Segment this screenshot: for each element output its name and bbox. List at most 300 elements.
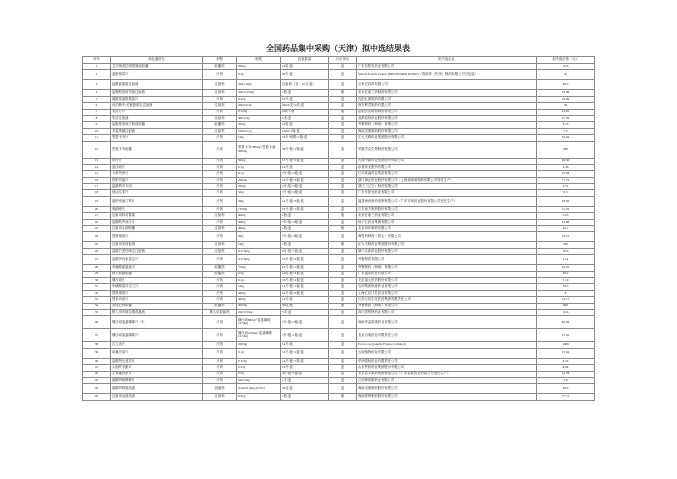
- dosage-form-cell: 片剂: [203, 348, 237, 358]
- row-number-cell: 11: [83, 135, 111, 141]
- header-price: 拟中选价格（元）: [537, 57, 595, 64]
- selected-price-cell: 26.56: [537, 158, 595, 164]
- specification-cell: 2ml:15mg: [237, 80, 281, 90]
- drug-name-cell: 左氧氟沙星片: [111, 371, 203, 377]
- pricing-unit-cell: 盒: [329, 232, 357, 242]
- selected-company-cell: 四川普锐特药业有限公司: [357, 309, 537, 315]
- row-number-cell: 23: [83, 226, 111, 232]
- dosage-form-cell: 胶囊剂: [203, 122, 237, 128]
- specification-cell: 200mg: [237, 177, 281, 183]
- dosage-form-cell: 片剂: [203, 141, 237, 158]
- dosage-form-cell: 片剂: [203, 329, 237, 342]
- dosage-form-cell: 片剂: [203, 164, 237, 170]
- drug-name-cell: 多索茶碱注射液: [111, 128, 203, 134]
- selected-price-cell: 18.02: [537, 196, 595, 206]
- pricing-unit-cell: 盒: [329, 190, 357, 196]
- dosage-form-cell: 片剂: [203, 358, 237, 364]
- specification-cell: 0.125g: [237, 358, 281, 364]
- package-quantity-cell: 7片/板×4板/盒: [281, 232, 329, 242]
- specification-cell: 0.125g: [237, 109, 281, 115]
- package-quantity-cell: 4片/板×1板/盒: [281, 371, 329, 377]
- drug-name-cell: 普瑞巴林胶囊: [111, 303, 203, 309]
- specification-cell: 4ml:0.4g: [237, 115, 281, 121]
- selected-company-cell: 广东福帝药业有限公司: [357, 271, 537, 277]
- table-row: [83, 394, 595, 400]
- dosage-form-cell: 注射剂: [203, 103, 237, 109]
- drug-name-cell: 奥硝唑片: [111, 206, 203, 212]
- specification-cell: 120mg: [237, 206, 281, 212]
- row-number-cell: 35: [83, 309, 111, 315]
- selected-company-cell: 齐鲁制药有限公司: [357, 255, 537, 265]
- drug-name-cell: 氯沙坦片: [111, 164, 203, 170]
- row-number-cell: 9: [83, 122, 111, 128]
- dosage-form-cell: 注射剂: [203, 213, 237, 219]
- drug-name-cell: 注射用多西他赛: [111, 242, 203, 248]
- drug-name-cell: 盐酸帕洛诺司琼注射液: [111, 90, 203, 96]
- package-quantity-cell: 20ml/支×4支/盒: [281, 103, 329, 109]
- row-number-cell: 45: [83, 394, 111, 400]
- pricing-unit-cell: 盒: [329, 271, 357, 277]
- drug-name-cell: 氯吡格雷片: [111, 70, 203, 80]
- drug-name-cell: 盐酸右美托咪定注射液: [111, 248, 203, 254]
- selected-company-cell: 海南灵康制药股份有限公司: [357, 128, 537, 134]
- specification-cell: 0.1g: [237, 348, 281, 358]
- package-quantity-cell: 14粒/盒: [281, 64, 329, 70]
- table-body: [83, 64, 595, 401]
- drug-name-cell: 吸入用布地奈德混悬液: [111, 309, 203, 315]
- package-quantity-cell: 30粒/瓶: [281, 303, 329, 309]
- pricing-unit-cell: 盒: [329, 265, 357, 271]
- pricing-unit-cell: 盒: [329, 141, 357, 158]
- pricing-unit-cell: 盒: [329, 371, 357, 377]
- specification-cell: 5ml:5mg: [237, 377, 281, 383]
- selected-price-cell: 24.7: [537, 226, 595, 232]
- selected-price-cell: 24.78: [537, 371, 595, 377]
- row-number-cell: 38: [83, 342, 111, 348]
- specification-cell: 40mg: [237, 226, 281, 232]
- selected-price-cell: 39: [537, 103, 595, 109]
- header-form: 剂型: [203, 57, 237, 64]
- dosage-form-cell: 片剂: [203, 316, 237, 329]
- pricing-unit-cell: 盒: [329, 128, 357, 134]
- selected-company-cell: 齐鲁制药（海南）有限公司: [357, 265, 537, 271]
- dosage-form-cell: 片剂: [203, 342, 237, 348]
- selected-price-cell: 16.9: [537, 248, 595, 254]
- specification-cell: 5mg: [237, 190, 281, 196]
- drug-name-cell: 盐酸伊伐布雷定片: [111, 255, 203, 265]
- specification-cell: 0.4ml:0.2mg (0.3%): [237, 384, 281, 394]
- drug-name-cell: 甲磺酸雷沙吉兰片: [111, 284, 203, 290]
- dosage-form-cell: 片剂: [203, 109, 237, 115]
- selected-company-cell: 天津中新药业集团股份有限公司: [357, 158, 537, 164]
- table-row: [83, 141, 595, 158]
- row-number-cell: 16: [83, 177, 111, 183]
- selected-price-cell: 1066: [537, 342, 595, 348]
- package-quantity-cell: 14片/盒: [281, 342, 329, 348]
- pricing-unit-cell: 盒: [329, 329, 357, 342]
- selected-price-cell: 34.68: [537, 90, 595, 96]
- selected-company-cell: 浙江（辽宁）制药有限公司: [357, 184, 537, 190]
- selected-price-cell: 777.5: [537, 394, 595, 400]
- selected-company-cell: 西安利君制药有限公司: [357, 103, 537, 109]
- dosage-form-cell: 片剂: [203, 371, 237, 377]
- row-number-cell: 17: [83, 184, 111, 190]
- specification-cell: 0.375mg: [237, 255, 281, 265]
- header-company: 拟中选企业: [357, 57, 537, 64]
- drug-name-cell: 注射用头孢哌酮: [111, 226, 203, 232]
- package-quantity-cell: 1瓶/盒: [281, 90, 329, 96]
- drug-name-cell: 注射用阿奇霉素: [111, 213, 203, 219]
- dosage-form-cell: 片剂: [203, 184, 237, 190]
- selected-company-cell: 广东东阳光药业有限公司: [357, 190, 537, 196]
- row-number-cell: 22: [83, 219, 111, 225]
- dosage-form-cell: 注射剂: [203, 80, 237, 90]
- specification-cell: 0.25g: [237, 394, 281, 400]
- package-quantity-cell: 1支/盒: [281, 377, 329, 383]
- selected-price-cell: 70.6: [537, 64, 595, 70]
- dosage-form-cell: 片剂: [203, 232, 237, 242]
- dosage-form-cell: 片剂: [203, 96, 237, 102]
- row-number-cell: 36: [83, 316, 111, 329]
- selected-company-cell: 昆明贝克诺顿制药有限公司: [357, 109, 537, 115]
- specification-cell: 50mg: [237, 158, 281, 164]
- dosage-form-cell: 片剂: [203, 284, 237, 290]
- row-number-cell: 40: [83, 358, 111, 364]
- drug-name-cell: 盐酸利多卡因: [111, 184, 203, 190]
- selected-company-cell: 齐鲁制药（海南）有限公司: [357, 303, 537, 309]
- row-number-cell: 25: [83, 242, 111, 248]
- specification-cell: 300mg: [237, 303, 281, 309]
- package-quantity-cell: 1瓶/盒: [281, 394, 329, 400]
- selected-company-cell: 石家庄四药有限公司: [357, 80, 537, 90]
- row-number-cell: 21: [83, 213, 111, 219]
- specification-cell: 5ml:0.25mg: [237, 90, 281, 96]
- drug-name-cell: 他达拉非片: [111, 190, 203, 196]
- package-quantity-cell: 7片/板×2板/盒: [281, 316, 329, 329]
- specification-cell: 0.1g: [237, 277, 281, 283]
- drug-name-cell: 注射用厄他培南: [111, 394, 203, 400]
- selected-company-cell: 石药集团欧意药业有限公司: [357, 284, 537, 290]
- dosage-form-cell: 溶液剂: [203, 384, 237, 394]
- specification-cell: 75mg: [237, 265, 281, 271]
- specification-cell: 0.5g: [237, 371, 281, 377]
- package-quantity-cell: 14片/板×2板/盒: [281, 290, 329, 296]
- selected-price-cell: 22.95: [537, 109, 595, 115]
- selected-price-cell: 390: [537, 242, 595, 248]
- row-number-cell: 43: [83, 377, 111, 383]
- selected-company-cell: 成都倍特药业股份有限公司: [357, 115, 537, 121]
- pricing-unit-cell: 盒: [329, 135, 357, 141]
- specification-cell: 5mg: [237, 196, 281, 206]
- dosage-form-cell: 片剂: [203, 206, 237, 212]
- dosage-form-cell: 胶囊剂: [203, 303, 237, 309]
- package-quantity-cell: 10片/板×3板/盒: [281, 177, 329, 183]
- package-quantity-cell: 10片/板×2板/盒: [281, 277, 329, 283]
- package-quantity-cell: 5支/盒: [281, 309, 329, 315]
- package-quantity-cell: 30片/瓶×1瓶/盒: [281, 141, 329, 158]
- row-number-cell: 28: [83, 265, 111, 271]
- selected-company-cell: 安徽贝克生物制药有限公司: [357, 141, 537, 158]
- pricing-unit-cell: 盒: [329, 255, 357, 265]
- pricing-unit-cell: 盒: [329, 70, 357, 80]
- drug-name-cell: 丙泊酚中/长链脂肪乳注射液: [111, 103, 203, 109]
- specification-cell: 2ml:0.5mg: [237, 309, 281, 315]
- specification-cell: 1mg: [237, 284, 281, 290]
- specification-cell: 缬沙坦80mg+氢氯噻嗪12.5mg: [237, 316, 281, 329]
- table-row: [83, 196, 595, 206]
- pricing-unit-cell: 盒: [329, 316, 357, 329]
- dosage-form-cell: 注射剂: [203, 394, 237, 400]
- pricing-unit-cell: 盒: [329, 277, 357, 283]
- row-number-cell: 13: [83, 158, 111, 164]
- selected-price-cell: 8.84: [537, 365, 595, 371]
- selected-price-cell: 6.3: [537, 190, 595, 196]
- package-quantity-cell: 12粒/板×2板/盒: [281, 271, 329, 277]
- pricing-unit-cell: 盒: [329, 115, 357, 121]
- row-number-cell: 32: [83, 290, 111, 296]
- dosage-form-cell: 注射剂: [203, 226, 237, 232]
- selected-price-cell: 8.23: [537, 122, 595, 128]
- specification-cell: 40mg: [237, 219, 281, 225]
- specification-cell: 40mg: [237, 297, 281, 303]
- pricing-unit-cell: 瓶: [329, 303, 357, 309]
- dosage-form-cell: 片剂: [203, 190, 237, 196]
- specification-cell: 0.25g: [237, 365, 281, 371]
- selected-company-cell: 海南普利制药股份有限公司: [357, 394, 537, 400]
- pricing-unit-cell: 盒: [329, 96, 357, 102]
- package-quantity-cell: 14粒/盒: [281, 122, 329, 128]
- dosage-form-cell: 片剂: [203, 196, 237, 206]
- package-quantity-cell: 15片/板×2板/盒: [281, 158, 329, 164]
- row-number-cell: 33: [83, 297, 111, 303]
- row-number-cell: 12: [83, 141, 111, 158]
- drug-name-cell: 盐酸特比萘芬片: [111, 358, 203, 364]
- drug-name-cell: 替格瑞洛片: [111, 232, 203, 242]
- pricing-unit-cell: 盒: [329, 184, 357, 190]
- table-row: [83, 384, 595, 394]
- specification-cell: 0.5g: [237, 271, 281, 277]
- pricing-unit-cell: 盒: [329, 64, 357, 70]
- selected-price-cell: 11.4: [537, 255, 595, 265]
- drug-name-cell: 缬沙坦片: [111, 277, 203, 283]
- package-quantity-cell: 10片/板×1板/盒: [281, 265, 329, 271]
- row-number-cell: 15: [83, 171, 111, 177]
- specification-cell: 20ml:0.2g: [237, 103, 281, 109]
- pricing-unit-cell: 瓶: [329, 394, 357, 400]
- drug-name-cell: 吉立达片: [111, 342, 203, 348]
- table-row: [83, 70, 595, 80]
- selected-price-cell: 4.39: [537, 164, 595, 170]
- selected-company-cell: 云南植物药业有限公司: [357, 348, 537, 358]
- row-number-cell: 30: [83, 277, 111, 283]
- selected-price-cell: 16.25: [537, 265, 595, 271]
- package-quantity-cell: 12片/盒: [281, 365, 329, 371]
- package-quantity-cell: 12片/板×3板/盒: [281, 196, 329, 206]
- selected-company-cell: 乐普药业股份有限公司: [357, 164, 537, 170]
- package-quantity-cell: 1瓶/盒: [281, 242, 329, 248]
- drug-name-cell: 硫酸吗啡肠溶液: [111, 384, 203, 394]
- selected-price-cell: 5.8: [537, 377, 595, 383]
- dosage-form-cell: 片剂: [203, 70, 237, 80]
- selected-price-cell: 19.6: [537, 309, 595, 315]
- pricing-unit-cell: 盒: [329, 158, 357, 164]
- selected-company-cell: 海南灵康制药股份有限公司: [357, 384, 537, 394]
- package-quantity-cell: 100片/瓶: [281, 109, 329, 115]
- specification-cell: 40mg: [237, 213, 281, 219]
- selected-price-cell: 27.02: [537, 329, 595, 342]
- package-quantity-cell: 10片/板×2板/盒: [281, 255, 329, 265]
- drug-name-cell: 诺氟沙星片: [111, 348, 203, 358]
- package-quantity-cell: 6片/板×1板/盒: [281, 248, 329, 254]
- selected-company-cell: 沈阳红旗制药有限公司: [357, 96, 537, 102]
- dosage-form-cell: 片剂: [203, 135, 237, 141]
- table-row: [83, 80, 595, 90]
- pricing-unit-cell: 瓶: [329, 242, 357, 248]
- package-quantity-cell: 7片/板×4板/盒: [281, 184, 329, 190]
- drug-name-cell: 阿卡波糖胶囊: [111, 271, 203, 277]
- row-number-cell: 20: [83, 206, 111, 212]
- page-title: 全国药品集中采购（天津）拟中选结果表: [266, 44, 410, 53]
- selected-price-cell: 8: [537, 290, 595, 296]
- table-row: [83, 329, 595, 342]
- selected-company-cell: 江苏万邦生化医药集团有限责任公司: [357, 297, 537, 303]
- specification-cell: 0.1g: [237, 164, 281, 170]
- selected-price-cell: 3.52: [537, 184, 595, 190]
- package-quantity-cell: 1瓶/盒: [281, 226, 329, 232]
- drug-name-cell: 替格瑞洛片: [111, 290, 203, 296]
- dosage-form-cell: 片剂: [203, 377, 237, 383]
- selected-company-cell: 浙江海正药业股份有限公司（上海迪赛诺制药有限公司受托生产）: [357, 177, 537, 183]
- package-quantity-cell: 14片/盒: [281, 297, 329, 303]
- drug-name-cell: 恩替卡韦胶囊: [111, 141, 203, 158]
- drug-name-cell: 依帕司他片: [111, 177, 203, 183]
- dosage-form-cell: 片剂: [203, 177, 237, 183]
- row-number-cell: 8: [83, 115, 111, 121]
- specification-cell: 0.1g: [237, 171, 281, 177]
- package-quantity-cell: 2支/盒: [281, 115, 329, 121]
- dosage-form-cell: 片剂: [203, 297, 237, 303]
- drug-name-cell: 替米沙坦片: [111, 297, 203, 303]
- pricing-unit-cell: 盒: [329, 177, 357, 183]
- row-number-cell: 3: [83, 80, 111, 90]
- pricing-unit-cell: 盒: [329, 196, 357, 206]
- selected-company-cell: 海思科制药（眉山）有限公司: [357, 232, 537, 242]
- selected-price-cell: 6.45: [537, 358, 595, 364]
- selected-company-cell: 福建海西新药创制有限公司（广东安诺药业股份有限公司受托生产）: [357, 196, 537, 206]
- dosage-form-cell: 注射剂: [203, 115, 237, 121]
- dosage-form-cell: 片剂: [203, 171, 237, 177]
- package-quantity-cell: 10片/盒: [281, 96, 329, 102]
- drug-name-cell: 缬沙坦氢氯噻嗪片（Ⅰ）: [111, 316, 203, 329]
- package-quantity-cell: 10片/铝塑×1板/盒: [281, 135, 329, 141]
- pricing-unit-cell: 盒: [329, 342, 357, 348]
- selected-price-cell: 82.59: [537, 316, 595, 329]
- selected-price-cell: 5.05: [537, 213, 595, 219]
- pricing-unit-cell: 盒: [329, 284, 357, 290]
- selected-company-cell: 北京京丰制药集团有限公司（广东彩虹药业有限公司受托生产）: [357, 371, 537, 377]
- row-number-cell: 19: [83, 196, 111, 206]
- pricing-unit-cell: 盒: [329, 358, 357, 364]
- row-number-cell: 37: [83, 329, 111, 342]
- selected-company-cell: 山东罗欣药业集团股份有限公司: [357, 365, 537, 371]
- specification-cell: 4mg: [237, 232, 281, 242]
- row-number-cell: 4: [83, 90, 111, 96]
- package-quantity-cell: 14片/板×1板/盒: [281, 284, 329, 290]
- row-number-cell: 31: [83, 284, 111, 290]
- specification-cell: 20mg: [237, 122, 281, 128]
- specification-cell: 恩替卡韦200mg+恩他卡朋200mg: [237, 141, 281, 158]
- drug-name-cell: 朱洁注射液: [111, 115, 203, 121]
- selected-price-cell: 28.5: [537, 80, 595, 90]
- table-row: [83, 232, 595, 242]
- pricing-unit-cell: 盒: [329, 365, 357, 371]
- row-number-cell: 7: [83, 109, 111, 115]
- table-row: [83, 348, 595, 358]
- dosage-form-cell: 注射剂: [203, 242, 237, 248]
- header-no: 序号: [83, 57, 111, 64]
- dosage-form-cell: 片剂: [203, 158, 237, 164]
- package-quantity-cell: 7片/板×2板/盒: [281, 219, 329, 225]
- dosage-form-cell: 片剂: [203, 219, 237, 225]
- dosage-form-cell: 胶囊剂: [203, 271, 237, 277]
- selected-price-cell: 18.3: [537, 284, 595, 290]
- row-number-cell: 14: [83, 164, 111, 170]
- selected-company-cell: 江苏南方制药股份有限公司: [357, 206, 537, 212]
- selected-price-cell: 28.4: [537, 271, 595, 277]
- package-quantity-cell: 7片/板×2板/盒: [281, 190, 329, 196]
- drug-name-cell: 依叶片: [111, 158, 203, 164]
- row-number-cell: 41: [83, 365, 111, 371]
- row-number-cell: 18: [83, 190, 111, 196]
- selected-price-cell: 35.64: [537, 135, 595, 141]
- pricing-unit-cell: 盒: [329, 348, 357, 358]
- header-spec: 规格: [237, 57, 281, 64]
- row-number-cell: 10: [83, 128, 111, 134]
- package-quantity-cell: 7片/板×2板/盒: [281, 171, 329, 177]
- selected-price-cell: 27.29: [537, 115, 595, 121]
- pricing-unit-cell: 盒: [329, 164, 357, 170]
- package-quantity-cell: 14片/板×1板/盒: [281, 358, 329, 364]
- drug-name-cell: 苯磺酸氨氯地平: [111, 265, 203, 271]
- specification-cell: 40mg: [237, 290, 281, 296]
- row-number-cell: 24: [83, 232, 111, 242]
- specification-cell: 0.2g: [237, 70, 281, 80]
- drug-name-cell: 硫酸吗啡缓释片: [111, 377, 203, 383]
- row-number-cell: 2: [83, 70, 111, 80]
- pricing-unit-cell: 盒: [329, 309, 357, 315]
- drug-name-cell: 朱洁方片: [111, 109, 203, 115]
- pricing-unit-cell: 盒: [329, 377, 357, 383]
- specification-cell: 1mg: [237, 135, 281, 141]
- selected-company-cell: 北京红惠兰药业有限公司: [357, 213, 537, 219]
- selected-company-cell: 华润赛科药业有限责任公司: [357, 358, 537, 364]
- row-number-cell: 1: [83, 64, 111, 70]
- selected-company-cell: 广东东阳光药业有限公司: [357, 64, 537, 70]
- specification-cell: 0.375mg: [237, 248, 281, 254]
- selected-price-cell: 71.19: [537, 177, 595, 183]
- row-number-cell: 26: [83, 248, 111, 254]
- selected-company-cell: 上海汇伦江苏药业有限公司: [357, 290, 537, 296]
- header-unit: 计价单位: [329, 57, 357, 64]
- selected-company-cell: 北京福元医药股份有限公司: [357, 277, 537, 283]
- dosage-form-cell: 胶囊剂: [203, 265, 237, 271]
- pricing-unit-cell: 盒: [329, 297, 357, 303]
- row-number-cell: 42: [83, 371, 111, 377]
- row-number-cell: 34: [83, 303, 111, 309]
- selected-price-cell: 15.12: [537, 232, 595, 242]
- selected-price-cell: 7.19: [537, 277, 595, 283]
- selected-company-cell: Ercros sA (Gandia Frutoso Limited): [357, 342, 537, 348]
